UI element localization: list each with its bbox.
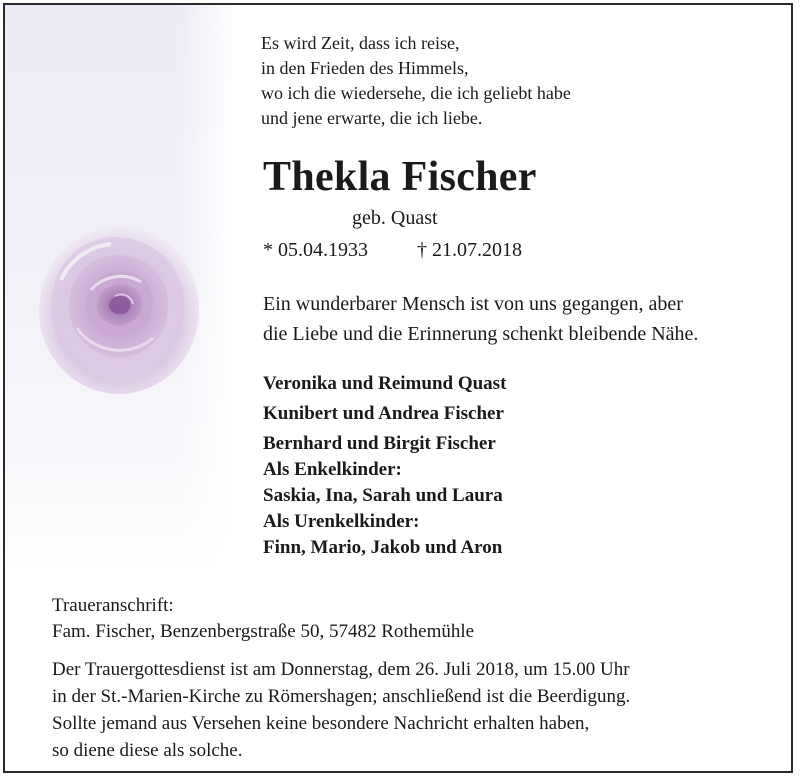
- deceased-name: Thekla Fischer: [263, 154, 537, 200]
- poem-line: in den Frieden des Himmels,: [261, 58, 469, 78]
- poem-line: wo ich die wiedersehe, die ich geliebt habe: [261, 83, 571, 103]
- grandchildren-heading: Als Enkelkinder:: [263, 459, 402, 480]
- mourner-entry: Veronika und Reimund Quast: [263, 373, 507, 394]
- great-grandchildren-heading: Als Urenkelkinder:: [263, 511, 420, 532]
- tribute-text: [263, 289, 698, 349]
- mourner-entry: Kunibert und Andrea Fischer: [263, 403, 504, 424]
- poem: [261, 31, 571, 131]
- rose-icon: [31, 210, 201, 400]
- service-line: in der St.-Marien-Kirche zu Römershagen; anschließend ist die Beerdigung.: [52, 686, 631, 707]
- service-line: so diene diese als solche.: [52, 740, 243, 761]
- service-line: Der Trauergottesdienst ist am Donnerstag, dem 26. Juli 2018, um 15.00 Uhr: [52, 659, 630, 680]
- service-info: [52, 656, 630, 764]
- tribute-line: Ein wunderbarer Mensch ist von uns gegangen, aber: [263, 293, 683, 315]
- poem-line: Es wird Zeit, dass ich reise,: [261, 33, 460, 53]
- mourners-list: [263, 369, 506, 563]
- service-line: Sollte jemand aus Versehen keine besondere Nachricht erhalten haben,: [52, 713, 590, 734]
- poem-line: und jene erwarte, die ich liebe.: [261, 108, 483, 128]
- address-label: Traueranschrift:: [52, 595, 174, 616]
- death-date: † 21.07.2018: [417, 239, 522, 261]
- obituary-notice: [3, 3, 793, 773]
- birth-name: geb. Quast: [352, 207, 438, 229]
- tribute-line: die Liebe und die Erinnerung schenkt bleibende Nähe.: [263, 323, 699, 345]
- grandchildren-names: Saskia, Ina, Sarah und Laura: [263, 485, 503, 506]
- mourner-entry: Bernhard und Birgit Fischer: [263, 433, 496, 454]
- birth-date: * 05.04.1933: [263, 239, 368, 261]
- great-grandchildren-names: Finn, Mario, Jakob und Aron: [263, 537, 503, 558]
- mourning-address: [52, 593, 474, 645]
- address-value: Fam. Fischer, Benzenbergstraße 50, 57482 Rothemühle: [52, 621, 475, 642]
